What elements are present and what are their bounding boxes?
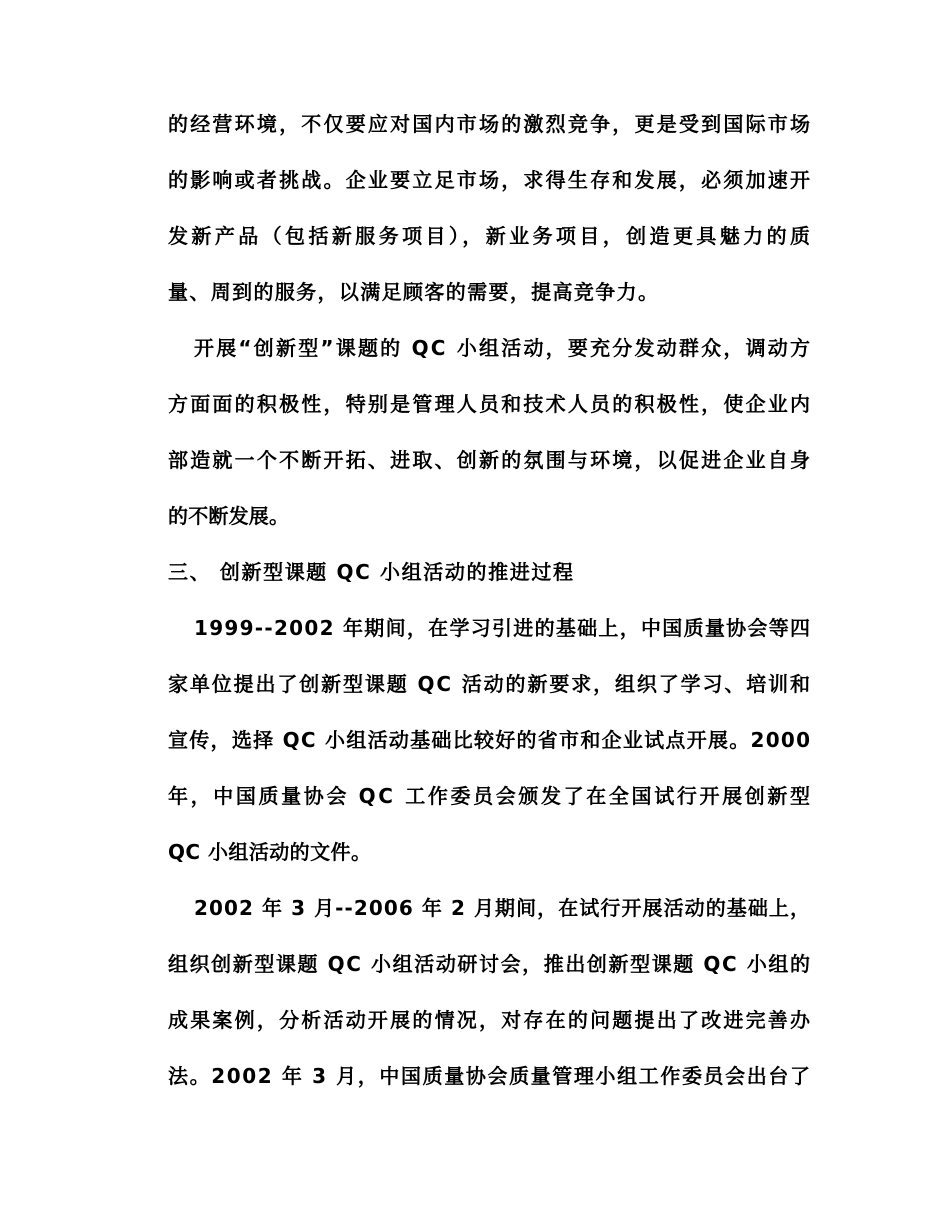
text-line: 年，中国质量协会 QC 工作委员会颁发了在全国试行开展创新型 [168, 784, 813, 808]
text-line: 家单位提出了创新型课题 QC 活动的新要求，组织了学习、培训和 [168, 672, 812, 696]
text-line: 2002 年 3 月--2006 年 2 月期间，在试行开展活动的基础上， [194, 896, 812, 920]
text-line: 量、周到的服务，以满足顾客的需要，提高竞争力。 [168, 280, 660, 304]
text-line: 方面面的积极性，特别是管理人员和技术人员的积极性，使企业内 [168, 392, 813, 416]
text-line: 成果案例，分析活动开展的情况，对存在的问题提出了改进完善办 [168, 1008, 813, 1032]
text-line: QC 小组活动的文件。 [168, 840, 372, 864]
text-line: 开展“创新型”课题的 QC 小组活动，要充分发动群众，调动方 [194, 336, 813, 360]
text-line: 的影响或者挑战。企业要立足市场，求得生存和发展，必须加速开 [168, 168, 813, 192]
text-line: 1999--2002 年期间，在学习引进的基础上，中国质量协会等四 [194, 616, 812, 640]
text-line: 宣传，选择 QC 小组活动基础比较好的省市和企业试点开展。2000 [168, 728, 812, 752]
text-line: 的经营环境，不仅要应对国内市场的激烈竞争，更是受到国际市场 [168, 112, 813, 136]
text-line: 部造就一个不断开拓、进取、创新的氛围与环境，以促进企业自身 [168, 448, 813, 472]
text-line: 发新产品（包括新服务项目），新业务项目，创造更具魅力的质 [168, 224, 814, 248]
text-line: 法。2002 年 3 月，中国质量协会质量管理小组工作委员会出台了 [168, 1064, 812, 1088]
section-heading: 三、 创新型课题 QC 小组活动的推进过程 [168, 560, 575, 584]
text-line: 的不断发展。 [168, 504, 290, 528]
text-line: 组织创新型课题 QC 小组活动研讨会，推出创新型课题 QC 小组的 [168, 952, 812, 976]
